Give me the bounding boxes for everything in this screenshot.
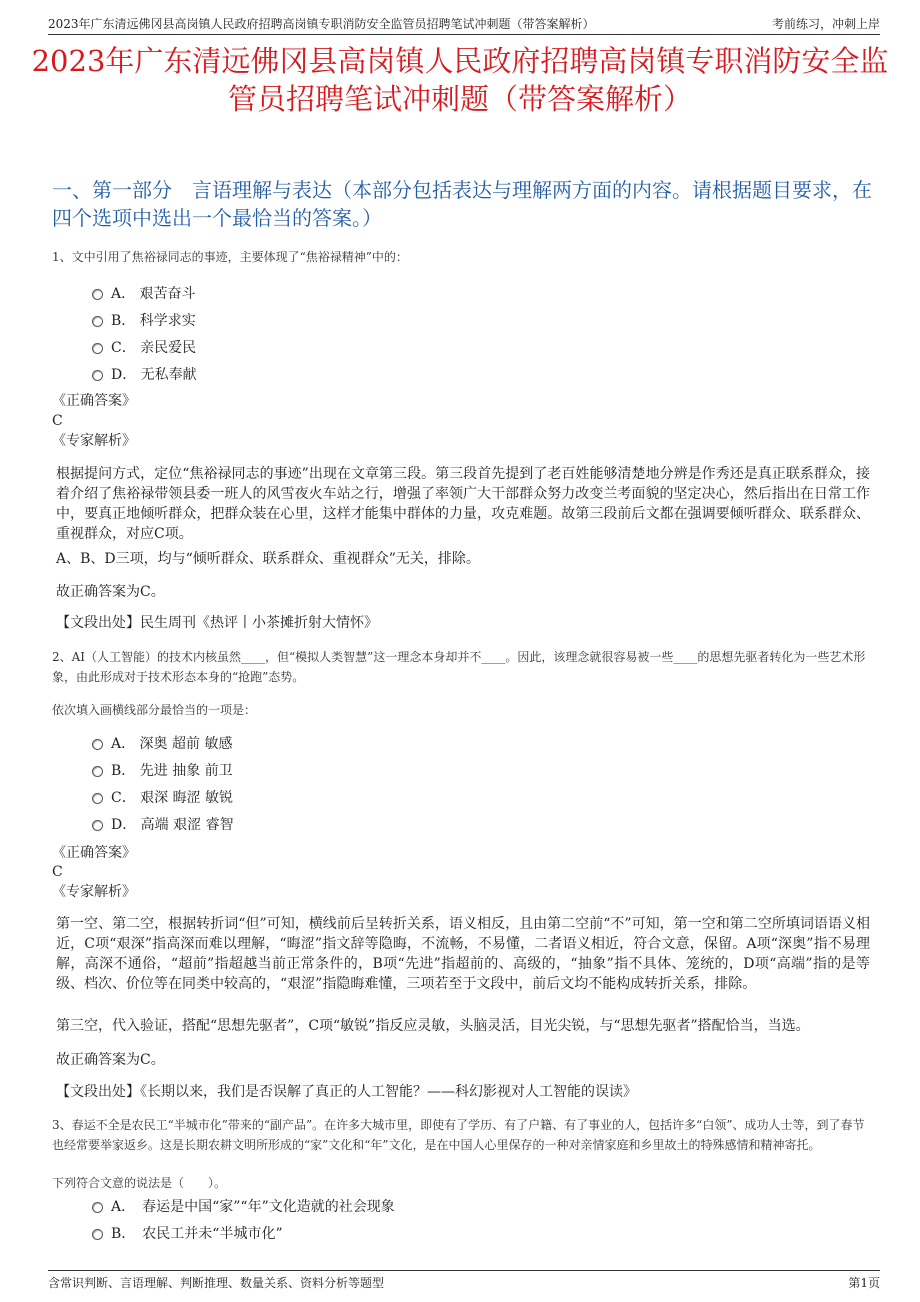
question-1-stem: 1、文中引用了焦裕禄同志的事迹，主要体现了“焦裕禄精神”中的： [52, 250, 408, 264]
header-right: 考前练习，冲刺上岸 [771, 17, 880, 31]
q2-answer-label: 《正确答案》 [52, 845, 136, 861]
page-header [48, 10, 880, 35]
header-left: 2023年广东清远佛冈县高岗镇人民政府招聘高岗镇专职消防安全监管员招聘笔试冲刺题（带答案解析） [48, 17, 595, 31]
q1-answer: C [52, 413, 63, 429]
q3-option-b[interactable]: B． 农民工并未“半城市化” [92, 1224, 283, 1244]
q3-option-a[interactable]: A． 春运是中国“家”“年”文化造就的社会现象 [92, 1197, 395, 1217]
q1-analysis-p3: 故正确答案为C。 [56, 584, 165, 600]
radio-icon[interactable] [92, 370, 103, 381]
page-footer [48, 1270, 880, 1293]
question-3-stem: 3、春运不全是农民工“半城市化”带来的“副产品”。在许多大城市里，即使有了学历、有了户籍、有了事业的人，包括许多“白领”、成功人士等，到了春节也经常要举家返乡。这是长期农耕文明所形成的“家”文化和“年”文化，是在中国人心里保存的一种对亲情家庭和乡里故土的特殊感情和精神寄托。 [52, 1118, 865, 1152]
q1-option-d[interactable]: D． 无私奉献 [92, 365, 197, 385]
q1-analysis-p1: 根据提问方式，定位“焦裕禄同志的事迹”出现在文章第三段。第三段首先提到了老百姓能够清楚地分辨是作秀还是真正联系群众，接着介绍了焦裕禄带领县委一班人的风雪夜火车站之行，增强了率领广大干部群众努力改变兰考面貌的坚定决心，然后指出在日常工作中，要真正地倾听群众，把群众装在心里，这样才能集中群体的力量，攻克难题。故第三段前后文都在强调要倾听群众、联系群众、重视群众，对应C项。 [56, 466, 870, 542]
radio-icon[interactable] [92, 739, 103, 750]
q2-option-b[interactable]: B． 先进 抽象 前卫 [92, 761, 233, 781]
q2-answer: C [52, 864, 63, 880]
q2-option-a[interactable]: A． 深奥 超前 敏感 [92, 734, 232, 754]
question-2-instruction: 依次填入画横线部分最恰当的一项是： [52, 703, 257, 717]
q2-analysis-label: 《专家解析》 [52, 884, 136, 900]
q1-analysis-label: 《专家解析》 [52, 433, 136, 449]
question-3-instruction: 下列符合文意的说法是（ ）。 [52, 1176, 227, 1190]
q2-analysis-p2: 第三空，代入验证，搭配“思想先驱者”，C项“敏锐”指反应灵敏，头脑灵活，目光尖锐，与“思想先驱者”搭配恰当，当选。 [56, 1018, 810, 1034]
q1-source: 【文段出处】民生周刊《热评丨小茶摊折射大情怀》 [56, 615, 378, 631]
radio-icon[interactable] [92, 1202, 103, 1213]
q1-analysis-p2: A、B、D三项，均与“倾听群众、联系群众、重视群众”无关，排除。 [56, 551, 480, 567]
q2-option-d[interactable]: D． 高端 艰涩 睿智 [92, 815, 234, 835]
radio-icon[interactable] [92, 766, 103, 777]
q2-analysis-p1: 第一空、第二空，根据转折词“但”可知，横线前后呈转折关系，语义相反，且由第二空前“不”可知，第一空和第二空所填词语语义相近，C项“艰深”指高深而难以理解，“晦涩”指文辞等隐晦，不流畅，不易懂，二者语义相近，符合文意，保留。A项“深奥”指不易理解，高深不通俗，“超前”指超越当前正常条件的，B项“先进”指超前的、高级的，“抽象”指不具体、笼统的，D项“高端”指的是等级、档次、价位等在同类中较高的，“艰涩”指隐晦难懂，三项若至于文段中，前后文均不能构成转折关系，排除。 [56, 916, 870, 992]
radio-icon[interactable] [92, 820, 103, 831]
q1-option-a[interactable]: A． 艰苦奋斗 [92, 284, 196, 304]
section-heading: 一、第一部分 言语理解与表达（本部分包括表达与理解两方面的内容。请根据题目要求，在四个选项中选出一个最恰当的答案。） [52, 178, 872, 230]
question-2-stem: 2、AI（人工智能）的技术内核虽然____，但“模拟人类智慧”这一理念本身却并不____。因此，该理念就很容易被一些____的思想先驱者转化为一些艺术形象，由此形成对于技术形态本身的“抢跑”态势。 [52, 650, 866, 684]
document-title: 2023年广东清远佛冈县高岗镇人民政府招聘高岗镇专职消防安全监管员招聘笔试冲刺题（带答案解析） [31, 44, 889, 116]
footer-left: 含常识判断、言语理解、判断推理、数量关系、资料分析等题型 [48, 1275, 385, 1290]
q1-option-c[interactable]: C． 亲民爱民 [92, 338, 196, 358]
radio-icon[interactable] [92, 343, 103, 354]
q2-analysis-p3: 故正确答案为C。 [56, 1052, 165, 1068]
radio-icon[interactable] [92, 1229, 103, 1240]
q2-option-c[interactable]: C． 艰深 晦涩 敏锐 [92, 788, 233, 808]
q2-source: 【文段出处】《长期以来，我们是否误解了真正的人工智能？——科幻影视对人工智能的误读》 [56, 1084, 637, 1100]
radio-icon[interactable] [92, 793, 103, 804]
radio-icon[interactable] [92, 289, 103, 300]
page-number: 第1页 [848, 1275, 880, 1290]
q1-answer-label: 《正确答案》 [52, 393, 136, 409]
radio-icon[interactable] [92, 316, 103, 327]
q1-option-b[interactable]: B． 科学求实 [92, 311, 196, 331]
